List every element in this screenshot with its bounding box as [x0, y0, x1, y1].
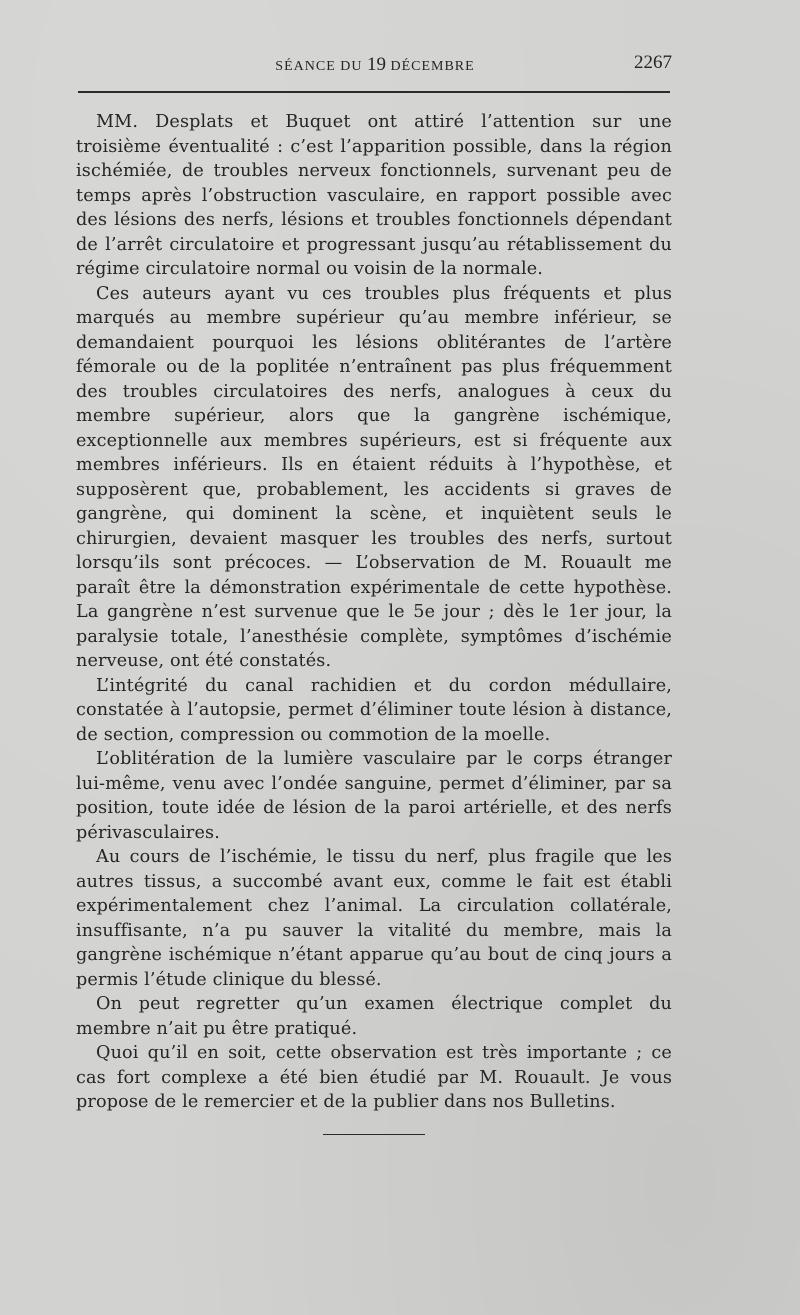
running-title — [78, 54, 672, 76]
running-title-day: 19 — [366, 54, 386, 75]
paragraph: Au cours de l’ischémie, le tissu du nerf, plus fragile que les autres tissus, a succombé avant eux, comme le fait est établi expérimentalement chez l’animal. La circulation collatérale, insuffisante, n’a pu sauver la vitalité du membre, mais la gangrène ischémique n’étant apparue qu’au bout de cinq jours a permis l’étude clinique du blessé. — [76, 847, 672, 990]
paragraph: Quoi qu’il en soit, cette observation est très importante ; ce cas fort complexe a été bien étudié par M. Rouault. Je vous propose de le remercier et de la publier dans nos Bulletins. — [76, 1043, 672, 1112]
paragraph: L’intégrité du canal rachidien et du cordon médullaire, constatée à l’autopsie, permet d’éliminer toute lésion à distance, de section, compression ou commotion de la moelle. — [76, 675, 672, 745]
header-rule — [78, 91, 670, 93]
body-text — [76, 110, 672, 1115]
running-title-suffix: DÉCEMBRE — [390, 59, 475, 74]
running-title-prefix: SÉANCE DU — [275, 59, 363, 74]
closing-rule — [323, 1134, 425, 1135]
paragraph: L’oblitération de la lumière vasculaire par le corps étranger lui-même, venu avec l’ondée sanguine, permet d’éliminer, par sa position, toute idée de lésion de la paroi artérielle, et des nerfs périvasculaires. — [76, 749, 672, 843]
paragraph: On peut regretter qu’un examen électrique complet du membre n’ait pu être pratiqué. — [76, 994, 672, 1039]
running-head — [78, 52, 672, 76]
paragraph: MM. Desplats et Buquet ont attiré l’attention sur une troisième éventualité : c’est l’apparition possible, dans la région ischémiée, de troubles nerveux fonctionnels, survenant peu de temps après l’obstruction vasculaire, en rapport possible avec des lésions des nerfs, lésions et troubles fonctionnels dépendant de l’arrêt circulatoire et progressant jusqu’au rétablissement du régime circulatoire normal ou voisin de la normale. — [76, 112, 672, 279]
page-number: 2267 — [634, 52, 672, 73]
paragraph: Ces auteurs ayant vu ces troubles plus fréquents et plus marqués au membre supérieur qu’au membre inférieur, se demandaient pourquoi les lésions oblitérantes de l’artère fémorale ou de la poplitée n’entraînent pas plus fréquemment des troubles circulatoires des nerfs, analogues à ceux du membre supérieur, alors que la gangrène ischémique, exceptionnelle aux membres supérieurs, est si fréquente aux membres inférieurs. Ils en étaient réduits à l’hypothèse, et supposèrent que, probablement, les accidents si graves de gangrène, qui dominent la scène, et inquiètent seuls le chirurgien, devaient masquer les troubles des nerfs, surtout lorsqu’ils sont précoces. — L’observation de M. Rouault me paraît être la démonstration expérimentale de cette hypothèse. La gangrène n’est survenue que le 5e jour ; dès le 1er jour, la paralysie totale, l’anesthésie complète, symptômes d’ischémie nerveuse, ont été constatés. — [76, 283, 672, 671]
